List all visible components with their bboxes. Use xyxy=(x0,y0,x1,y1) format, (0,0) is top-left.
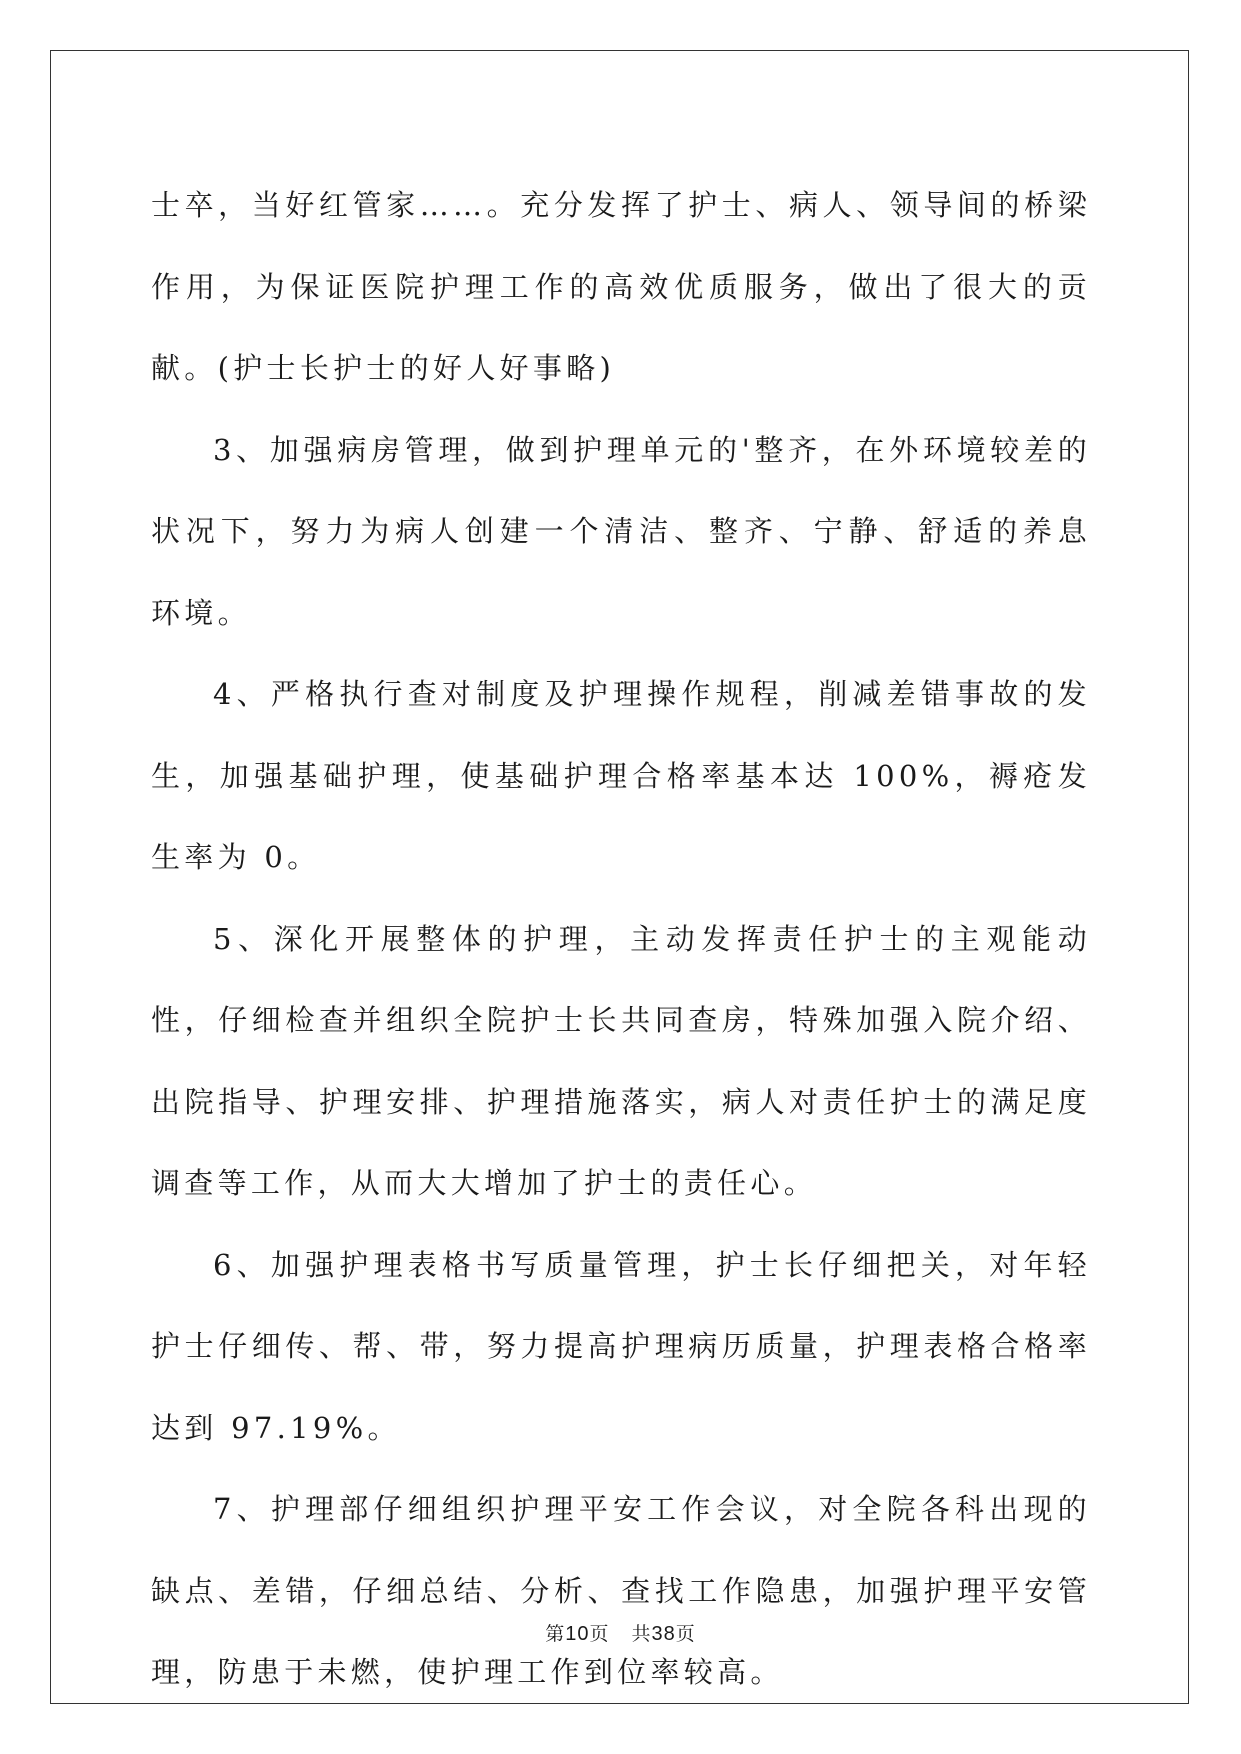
paragraph-2: 3、加强病房管理，做到护理单元的'整齐，在外环境较差的状况下，努力为病人创建一个清洁、整齐、宁静、舒适的养息 环境。 xyxy=(151,432,1091,630)
current-page-number: 10 xyxy=(565,1623,590,1645)
paragraph-5: 6、加强护理表格书写质量管理，护士长仔细把关，对年轻护士仔细传、帮、带，努力提高护理病历质量，护理表格合格率达到 97.19%。 xyxy=(151,1247,1091,1445)
total-prefix: 共 xyxy=(631,1623,652,1645)
document-body xyxy=(151,165,1091,1714)
page-prefix: 第 xyxy=(545,1623,566,1645)
page-footer xyxy=(0,1619,1241,1646)
paragraph-3: 4、严格执行查对制度及护理操作规程，削减差错事故的发生，加强基础护理，使基础护理合格率基本达 100%，褥疮发生率为 0。 xyxy=(151,677,1091,874)
paragraph-1: 士卒，当好红管家……。充分发挥了护士、病人、领导间的桥梁作用，为保证医院护理工作的高效优质服务，做出了很大的贡献。(护士长护士的好人好事略) xyxy=(151,188,1091,385)
total-page-number: 38 xyxy=(651,1623,676,1645)
page-suffix: 页 xyxy=(589,1623,610,1645)
paragraph-6: 7、护理部仔细组织护理平安工作会议，对全院各科出现的缺点、差错，仔细总结、分析、查找工作隐患，加强护理平安管理，防患于未燃，使护理工作到位率较高。 xyxy=(151,1492,1091,1689)
total-suffix: 页 xyxy=(675,1623,696,1645)
paragraph-4: 5、深化开展整体的护理，主动发挥责任护士的主观能动性，仔细检查并组织全院护士长共同查房，特殊加强入院介绍、出院指导、护理安排、护理措施落实，病人对责任护士的满足度调查等工作，从而大大增加了护士的责任心。 xyxy=(151,921,1091,1200)
